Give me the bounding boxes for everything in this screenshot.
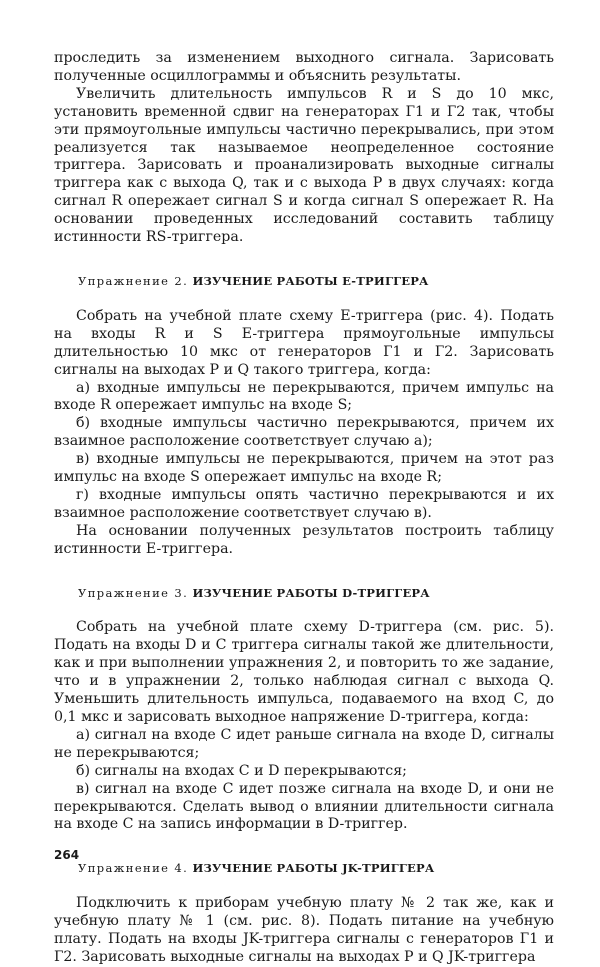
ex3-item-b: б) сигналы на входах C и D перекрываются; [76,762,407,779]
exercise-2-label: Упражнение 2. [78,273,189,288]
ex2-item-b: б) входные импульсы частично перекрываются, причем их взаимное расположение соответствует случаю а); [54,415,554,450]
ex3-item-a: а) сигнал на входе C идет раньше сигнала на входе D, сигналы не перекрываются; [54,726,554,761]
exercise-2-title: ИЗУЧЕНИЕ РАБОТЫ E-ТРИГГЕРА [192,273,429,288]
exercise-4-label: Упражнение 4. [78,861,189,876]
ex3-item-v: в) сигнал на входе C идет позже сигнала на входе D, и они не перекрываются. Сделать вывод о влиянии длительности сигнала на входе C на запись информации в D-триггер. [54,780,554,833]
paragraph-intro-1: проследить за изменением выходного сигнала. Зарисовать полученные осциллограммы и объяснить результаты. [54,50,554,84]
ex2-conclusion: На основании полученных результатов построить таблицу истинности E-триггера. [54,522,554,557]
exercise-3-title: ИЗУЧЕНИЕ РАБОТЫ D-ТРИГГЕРА [192,585,430,600]
ex2-item-a: а) входные импульсы не перекрываются, причем импульс на входе R опережает импульс на входе S; [54,379,554,414]
exercise-3-heading [78,585,554,603]
ex2-paragraph-1: Собрать на учебной плате схему E-триггера (рис. 4). Подать на входы R и S E-триггера прямоугольные импульсы длительностью 10 мкс от генераторов Г1 и Г2. Зарисовать сигналы на выходах P и Q такого триггера, когда: [54,307,554,378]
ex2-item-v: в) входные импульсы не перекрываются, причем на этот раз импульс на входе S опережает импульс на входе R; [54,451,554,486]
ex3-paragraph-1: Собрать на учебной плате схему D-триггера (см. рис. 5). Подать на входы D и C триггера сигналы такой же длительности, как и при выполнении упражнения 2, и повторить то же задание, что и в упражнении 2, только наблюдая сигнал с выхода Q. Уменьшить длительность импульса, подаваемого на вход C, до 0,1 мкс и зарисовать выходное напряжение D-триггера, когда: [54,619,554,725]
page-body [54,50,554,967]
exercise-3-label: Упражнение 3. [78,585,189,600]
ex2-item-g: г) входные импульсы опять частично перекрываются и их взаимное расположение соответствует случаю в). [54,486,554,521]
exercise-4-heading [78,860,554,878]
exercise-2-heading [78,273,554,291]
page-number: 264 [54,848,80,862]
exercise-4-title: ИЗУЧЕНИЕ РАБОТЫ JK-ТРИГГЕРА [192,861,435,876]
ex4-paragraph-1: Подключить к приборам учебную плату № 2 так же, как и учебную плату № 1 (см. рис. 8). Подать питание на учебную плату. Подать на входы JK-триггера сигналы с генераторов Г1 и Г2. Зарисовать выходные сигналы на выходах P и Q JK-триггера [54,895,554,965]
paragraph-intro-2: Увеличить длительность импульсов R и S до 10 мкс, установить временной сдвиг на генераторах Г1 и Г2 так, чтобы эти прямоугольные импульсы частично перекрывались, при этом реализуется так называемое неопределенное состояние триггера. Зарисовать и проанализировать выходные сигналы триггера как с выхода Q, так и с выхода P в двух случаях: когда сигнал R опережает сигнал S и когда сигнал S опережает R. На основании проведенных исследований составить таблицу истинности RS-триггера. [54,85,554,246]
